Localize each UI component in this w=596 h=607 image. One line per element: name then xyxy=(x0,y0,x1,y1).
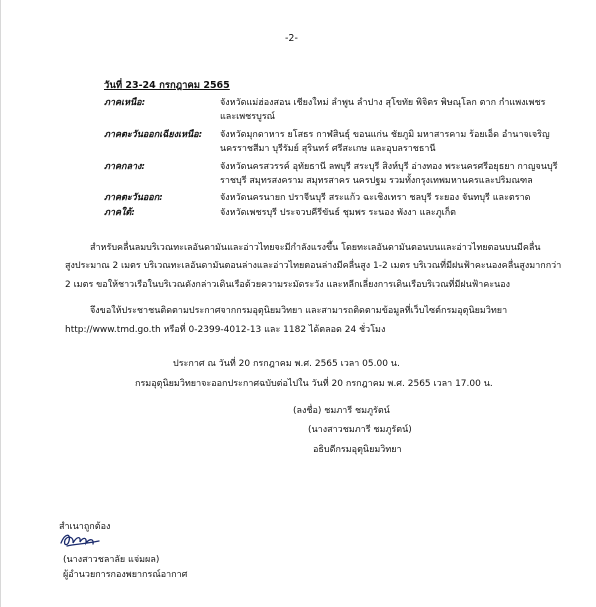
region-label-northeast: ภาคตะวันออกเฉียงเหนือ: xyxy=(104,130,203,140)
region-text-north-2: และเพชรบูรณ์ xyxy=(220,112,275,122)
region-text-northeast-2: นครราชสีมา บุรีรัมย์ สุรินทร์ ศรีสะเกษ และอุบลราชธานี xyxy=(220,144,436,154)
region-label-north: ภาคเหนือ: xyxy=(104,98,146,108)
signature-position: อธิบดีกรมอุตุนิยมวิทยา xyxy=(313,445,402,455)
certification-header: สำเนาถูกต้อง xyxy=(59,522,111,532)
region-text-central-1: จังหวัดนครสวรรค์ อุทัยธานี ลพบุรี สระบุรี สิงห์บุรี อ่างทอง พระนครศรีอยุธยา กาญจนบุรี xyxy=(220,162,558,172)
paragraph1-line2: สูงประมาณ 2 เมตร บริเวณทะเลอันดามันตอนล่างและอ่าวไทยตอนล่างมีคลื่นสูง 1-2 เมตร บริเวณที่มีฝนฟ้าคะนองคลื่นสูงมากกว่า xyxy=(65,261,562,271)
region-label-south: ภาคใต้: xyxy=(104,208,135,218)
announce-line1: ประกาศ ณ วันที่ 20 กรกฎาคม พ.ศ. 2565 เวลา 05.00 น. xyxy=(173,359,400,369)
region-label-central: ภาคกลาง: xyxy=(104,162,146,172)
region-text-northeast-1: จังหวัดมุกดาหาร ยโสธร กาฬสินธุ์ ขอนแก่น ชัยภูมิ มหาสารคาม ร้อยเอ็ด อำนาจเจริญ xyxy=(220,130,550,140)
region-text-east-1: จังหวัดนครนายก ปราจีนบุรี สระแก้ว ฉะเชิงเทรา ชลบุรี ระยอง จันทบุรี และตราด xyxy=(220,193,531,203)
date-heading: วันที่ 23-24 กรกฎาคม 2565 xyxy=(104,80,230,91)
handwritten-signature-icon xyxy=(59,531,105,549)
page-number: -2- xyxy=(285,33,298,44)
paragraph2-line2: http://www.tmd.go.th หรือที่ 0-2399-4012-13 และ 1182 ได้ตลอด 24 ชั่วโมง xyxy=(65,325,386,335)
certification-name: (นางสาวชลาลัย แจ่มผล) xyxy=(63,555,160,565)
region-text-south-1: จังหวัดเพชรบุรี ประจวบคีรีขันธ์ ชุมพร ระนอง พังงา และภูเก็ต xyxy=(220,208,457,218)
paragraph1-line3: 2 เมตร ขอให้ชาวเรือในบริเวณดังกล่าวเดินเรือด้วยความระมัดระวัง และหลีกเลี่ยงการเดินเรือบริเวณที่มีฝนฟ้าคะนอง xyxy=(65,280,511,290)
signature-name: (นางสาวชมภารี ชมภูรัตน์) xyxy=(308,425,412,435)
paragraph2-line1: จึงขอให้ประชาชนติดตามประกาศจากกรมอุตุนิยมวิทยา และสามารถติดตามข้อมูลที่เว็บไซต์กรมอุตุนิยมวิทยา xyxy=(90,306,508,316)
region-text-central-2: ราชบุรี สมุทรสงคราม สมุทรสาคร นครปฐม รวมทั้งกรุงเทพมหานครและปริมณฑล xyxy=(220,176,533,186)
region-text-north-1: จังหวัดแม่ฮ่องสอน เชียงใหม่ ลำพูน ลำปาง สุโขทัย พิจิตร พิษณุโลก ตาก กำแพงเพชร xyxy=(220,98,546,108)
region-label-east: ภาคตะวันออก: xyxy=(104,193,163,203)
paragraph1-line1: สำหรับคลื่นลมบริเวณทะเลอันดามันและอ่าวไทยจะมีกำลังแรงขึ้น โดยทะเลอันดามันตอนบนและอ่าวไทยตอนบนมีคลื่น xyxy=(90,243,541,253)
announce-line2: กรมอุตุนิยมวิทยาจะออกประกาศฉบับต่อไปใน วันที่ 20 กรกฎาคม พ.ศ. 2565 เวลา 17.00 น. xyxy=(135,379,493,389)
signature-signed-line: (ลงชื่อ) ชมภารี ชมภูรัตน์ xyxy=(293,406,390,416)
certification-position: ผู้อำนวยการกองพยากรณ์อากาศ xyxy=(63,570,188,580)
